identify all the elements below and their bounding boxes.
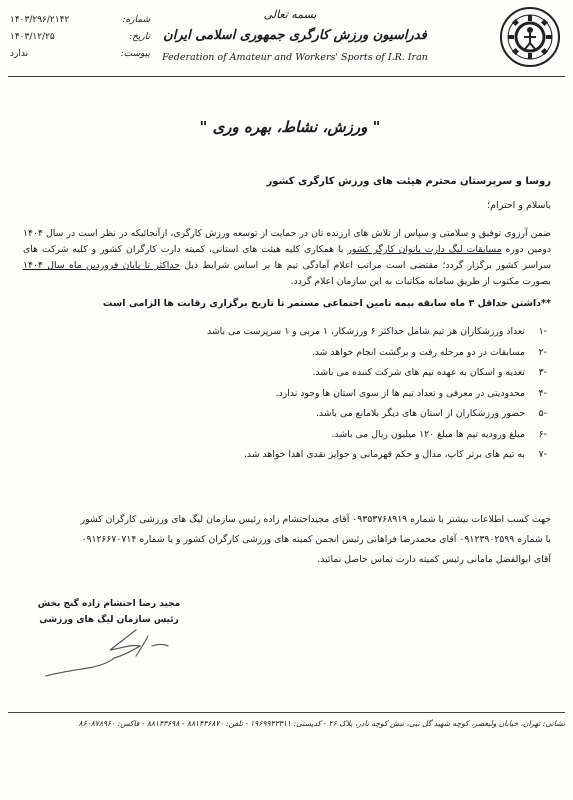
attachment-value: ندارد bbox=[10, 49, 29, 59]
item-text: محدودیتی در معرفی و تعداد تیم ها از سوی استان ها وجود ندارد. bbox=[275, 387, 525, 399]
header-divider bbox=[8, 76, 565, 77]
signer-name: مجید رضا احتشام زاده گنج بخش bbox=[37, 599, 181, 609]
letter-date bbox=[10, 29, 150, 46]
item-text: تعداد ورزشکاران هر تیم شامل حداکثر ۶ ورزشکار، ۱ مربی و ۱ سرپرست می باشد bbox=[206, 326, 525, 337]
org-name-fa: فدراسیون ورزش کارگری جمهوری اسلامی ایران bbox=[163, 28, 427, 43]
list-item bbox=[37, 343, 547, 364]
contact-info bbox=[23, 510, 551, 570]
item-number: -۳ bbox=[538, 367, 547, 378]
contact-line-3: آقای ابوالفضل مامانی رئیس کمیته دارت تماس حاصل نمائید. bbox=[317, 554, 551, 565]
org-name-en: Federation of Amateur and Workers' Sports of I.R. Iran bbox=[162, 52, 428, 63]
number-value: ۱۴۰۳/۲۹۶/۲۱۴۲ bbox=[10, 15, 70, 25]
footer-address: نشانی: تهران، خیابان ولیعصر، کوچه شهید گل نبی، نبش کوچه نادر، پلاک ۲۶ - کدپستی: ۱۹۶۹۹۴۳۳۱۱ - تلفن: ۸۸۱۴۳۶۸۷۰ - ۸۸۱۴۳۶۹۸ - فاکس: ۸۶۰۸۷۸۹۶۰ bbox=[78, 719, 565, 728]
letter-body bbox=[23, 226, 551, 290]
date-label: تاریخ: bbox=[129, 32, 150, 42]
body-text-3: بصورت مکتوب از طریق سامانه مکاتبات به این سازمان اعلام گردد. bbox=[290, 276, 551, 287]
item-number: -۲ bbox=[538, 346, 547, 358]
date-value: ۱۴۰۳/۱۲/۲۵ bbox=[10, 32, 55, 42]
item-number: -۶ bbox=[538, 428, 547, 440]
body-text-1: ضمن آرزوی توفیق و سلامتی و سپاس از تلاش های ارزنده تان در حمایت از توسعه ورزش کارگری، ازآنجائیکه در نظر است در سال ۱۴۰۴ دومین دوره bbox=[23, 228, 551, 255]
contact-line-2: یا شماره ۰۹۱۲۳۹۰۲۵۹۹ آقای محمدرضا فراهانی رئیس انجمن کمیته های ورزشی کارگران کشور و یا شماره ۰۹۱۲۶۶۷۰۷۱۴ bbox=[81, 534, 551, 545]
handwritten-signature-icon bbox=[40, 622, 190, 682]
requirement-note: **داشتن حداقل ۳ ماه سابقه بیمه تامین اجتماعی مستمر تا تاریخ برگزاری رقابت ها الزامی است bbox=[102, 298, 551, 309]
signer-title: رئیس سازمان لیگ های ورزشی bbox=[39, 615, 179, 625]
attachment-label: پیوست: bbox=[120, 49, 150, 59]
list-item bbox=[37, 404, 547, 425]
list-item bbox=[37, 363, 547, 384]
list-item bbox=[37, 384, 547, 405]
letter-greeting: باسلام و احترام؛ bbox=[487, 200, 551, 211]
item-text: تغذیه و اسکان به عهده تیم های شرکت کننده می باشد. bbox=[312, 367, 525, 378]
letter-meta bbox=[10, 12, 150, 63]
item-text: مبلغ ورودیه تیم ها مبلغ ۱۲۰ میلیون ریال می باشد. bbox=[331, 428, 525, 440]
item-number: -۷ bbox=[538, 449, 547, 460]
item-text: مسابقات در دو مرحله رفت و برگشت انجام خواهد شد. bbox=[311, 346, 525, 358]
conditions-list bbox=[37, 322, 547, 466]
item-number: -۴ bbox=[538, 387, 547, 399]
footer-divider bbox=[8, 712, 565, 713]
motto: " ورزش، نشاط، بهره وری " bbox=[199, 118, 381, 136]
contact-line-1: جهت کسب اطلاعات بیشتر با شماره ۰۹۳۵۳۷۶۸۹۱۹ آقای مجیداحتشام زاده رئیس سازمان لیگ های ورزشی کارگران کشور bbox=[80, 514, 551, 525]
item-number: -۱ bbox=[538, 326, 547, 337]
body-text-2: با همکاری کلیه هیئت های استانی، کمیته دارت کارگران کشور و کلیه شرکت های سراسر کشور برگزار گردد؛ مقتضی است مراتب اعلام آمادگی تیم ها بر اساس شرایط ذیل bbox=[23, 244, 551, 271]
federation-logo-icon bbox=[499, 6, 561, 68]
item-text: حضور ورزشکاران از استان های دیگر بلامانع می باشد. bbox=[315, 408, 525, 419]
number-label: شماره: bbox=[122, 15, 150, 25]
item-text: به تیم های برتر کاپ، مدال و حکم قهرمانی و جوایز نقدی اهدا خواهد شد. bbox=[243, 449, 525, 460]
letter-attachment bbox=[10, 46, 150, 63]
list-item bbox=[37, 425, 547, 446]
letter-recipient: روسا و سرپرستان محترم هیئت های ورزش کارگری کشور bbox=[266, 176, 551, 187]
body-underlined-2: حداکثر تا پایان فروردین ماه سال ۱۴۰۴ bbox=[23, 260, 180, 271]
list-item bbox=[37, 322, 547, 343]
item-number: -۵ bbox=[538, 408, 547, 419]
list-item bbox=[37, 445, 547, 466]
body-underlined-1: مسابقات لیگ دارت بانوان کارگر کشور bbox=[347, 244, 502, 255]
bismillah: بسمه تعالی bbox=[263, 8, 317, 21]
letter-number bbox=[10, 12, 150, 29]
